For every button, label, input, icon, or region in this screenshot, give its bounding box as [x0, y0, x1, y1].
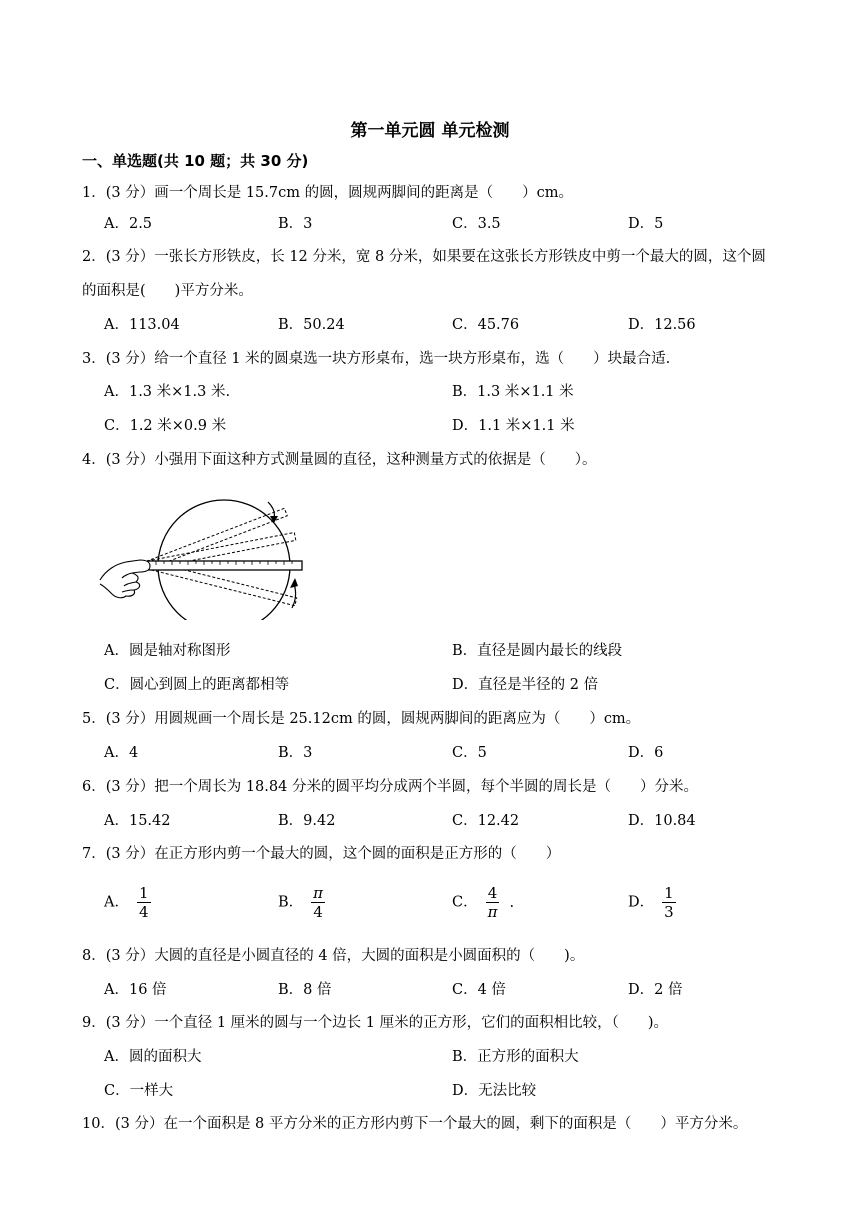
question-5-stem: 5．(3 分）用圆规画一个周长是 25.12cm 的圆，圆规两脚间的距离应为（ ）cm。	[82, 711, 641, 727]
q7-option-d[interactable]	[628, 884, 676, 921]
q1-option-b[interactable]: B．3	[278, 216, 313, 232]
fraction	[662, 884, 676, 921]
q1-option-c[interactable]: C．3.5	[452, 216, 501, 232]
q7-option-c[interactable]	[452, 884, 514, 921]
q8-option-b[interactable]: B．8 倍	[278, 982, 332, 998]
q7-option-c-suffix: .	[509, 894, 515, 911]
q7-option-a[interactable]	[104, 884, 151, 921]
q2-option-a[interactable]: A．113.04	[104, 317, 180, 333]
circle-shape	[158, 500, 290, 620]
q4-option-b[interactable]: B．直径是圆内最长的线段	[452, 643, 623, 659]
q3-option-b[interactable]: B．1.3 米×1.1 米	[452, 384, 574, 400]
question-9-stem: 9．(3 分）一个直径 1 厘米的圆与一个边长 1 厘米的正方形，它们的面积相比较，（ )。	[82, 1015, 669, 1031]
q3-option-c[interactable]: C．1.2 米×0.9 米	[104, 418, 227, 434]
q3-option-d[interactable]: D．1.1 米×1.1 米	[452, 418, 575, 434]
q5-option-a[interactable]: A．4	[104, 745, 139, 761]
fraction	[311, 884, 325, 921]
fraction-numerator: π	[313, 884, 324, 902]
q6-option-a[interactable]: A．15.42	[104, 813, 171, 829]
question-1-stem: 1．(3 分）画一个周长是 15.7cm 的圆，圆规两脚间的距离是（ ）cm。	[82, 185, 573, 201]
question-3-stem: 3．(3 分）给一个直径 1 米的圆桌选一块方形桌布，选一块方形桌布，选（ ）块最合适.	[82, 351, 671, 367]
q5-option-d[interactable]: D．6	[628, 745, 664, 761]
q5-option-c[interactable]: C．5	[452, 745, 487, 761]
fraction-denominator: 4	[313, 903, 323, 921]
q6-option-d[interactable]: D．10.84	[628, 813, 696, 829]
q6-option-b[interactable]: B．9.42	[278, 813, 336, 829]
q7-option-a-letter: A．	[104, 894, 129, 911]
q3-option-a[interactable]: A．1.3 米×1.3 米.	[104, 384, 231, 400]
ruler-measure-figure	[96, 478, 306, 620]
q1-option-a[interactable]: A．2.5	[104, 216, 153, 232]
question-10-stem: 10．(3 分）在一个面积是 8 平方分米的正方形内剪下一个最大的圆，剩下的面积是（ ）平方分米。	[82, 1116, 748, 1132]
arrow-up-icon	[292, 584, 296, 608]
q7-option-d-letter: D．	[628, 894, 655, 911]
q8-option-d[interactable]: D．2 倍	[628, 982, 683, 998]
question-8-stem: 8．(3 分）大圆的直径是小圆直径的 4 倍，大圆的面积是小圆面积的（ )。	[82, 948, 585, 964]
fraction-denominator: π	[487, 903, 498, 921]
ruler-shape	[148, 561, 302, 570]
q4-option-c[interactable]: C．圆心到圆上的距离都相等	[104, 677, 290, 693]
q5-option-b[interactable]: B．3	[278, 745, 313, 761]
hand-icon	[100, 560, 150, 598]
q2-option-b[interactable]: B．50.24	[278, 317, 345, 333]
fraction-denominator: 4	[138, 903, 149, 921]
q1-option-d[interactable]: D．5	[628, 216, 664, 232]
question-2-stem: 2．(3 分）一张长方形铁皮，长 12 分米，宽 8 分米，如果要在这张长方形铁皮中剪一个最大的圆，这个圆	[82, 249, 766, 265]
q4-option-a[interactable]: A．圆是轴对称图形	[104, 643, 231, 659]
q9-option-d[interactable]: D．无法比较	[452, 1083, 537, 1099]
arrow-down-icon	[268, 502, 274, 518]
question-6-stem: 6．(3 分）把一个周长为 18.84 分米的圆平均分成两个半圆，每个半圆的周长是（ ）分米。	[82, 779, 698, 795]
q6-option-c[interactable]: C．12.42	[452, 813, 520, 829]
fraction-numerator: 1	[664, 884, 674, 902]
page-title: 第一单元圆 单元检测	[350, 121, 510, 141]
q2-option-c[interactable]: C．45.76	[452, 317, 520, 333]
fraction-denominator: 3	[664, 903, 674, 921]
fraction	[137, 884, 151, 921]
section-heading: 一、单选题(共 10 题；共 30 分)	[82, 152, 309, 170]
q2-option-d[interactable]: D．12.56	[628, 317, 696, 333]
q9-option-a[interactable]: A．圆的面积大	[104, 1049, 202, 1065]
fraction	[486, 884, 500, 921]
q9-option-b[interactable]: B．正方形的面积大	[452, 1049, 579, 1065]
fraction-numerator: 4	[487, 884, 498, 902]
q8-option-a[interactable]: A．16 倍	[104, 982, 167, 998]
q4-option-d[interactable]: D．直径是半径的 2 倍	[452, 677, 599, 693]
q7-option-b[interactable]	[278, 884, 325, 921]
q9-option-c[interactable]: C．一样大	[104, 1083, 174, 1099]
q7-option-c-letter: C．	[452, 894, 478, 911]
q8-option-c[interactable]: C．4 倍	[452, 982, 506, 998]
fraction-numerator: 1	[138, 884, 149, 902]
q7-option-b-letter: B．	[278, 894, 304, 911]
question-2-stem-cont: 的面积是( )平方分米。	[82, 283, 253, 299]
question-7-stem: 7．(3 分）在正方形内剪一个最大的圆，这个圆的面积是正方形的（ ）	[82, 846, 561, 862]
question-4-stem: 4．(3 分）小强用下面这种方式测量圆的直径，这种测量方式的依据是（ ）。	[82, 452, 597, 468]
